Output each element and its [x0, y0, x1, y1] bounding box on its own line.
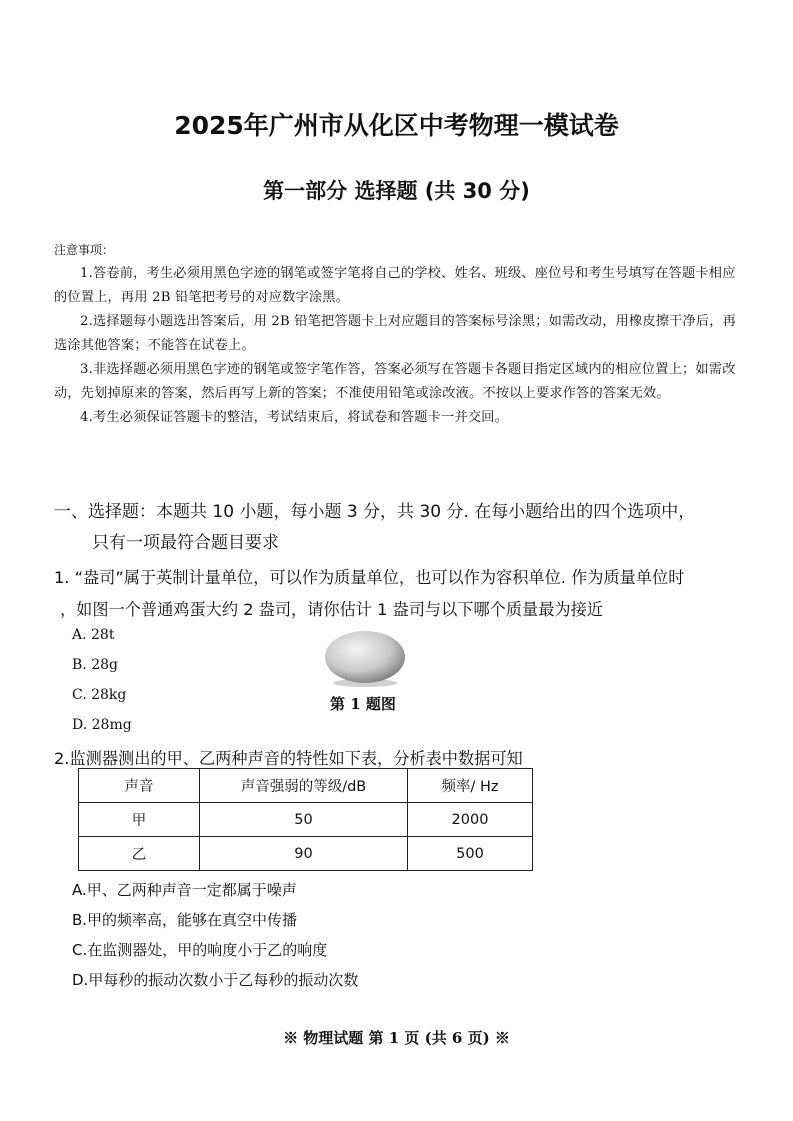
sound-data-table	[78, 768, 533, 871]
table-cell: 500	[408, 837, 533, 871]
page-footer: ※ 物理试题 第 1 页 (共 6 页) ※	[283, 1029, 510, 1047]
table-cell: 乙	[79, 837, 200, 871]
q1-option-c: C. 28kg	[72, 687, 127, 703]
table-header-row	[79, 769, 533, 803]
notice-list	[54, 262, 744, 430]
table-header-cell: 声音强弱的等级/dB	[200, 769, 408, 803]
table-cell: 2000	[408, 803, 533, 837]
q2-option-c: C.在监测器处，甲的响度小于乙的响度	[72, 941, 328, 959]
notice-item-1: 1.答卷前，考生必须用黑色字迹的钢笔或签字笔将自己的学校、姓名、班级、座位号和考生号填写在答题卡相应的位置上，再用 2B 铅笔把考号的对应数字涂黑。	[54, 266, 736, 305]
table-row	[79, 837, 533, 871]
q1-stem-line2: ，如图一个普通鸡蛋大约 2 盎司，请你估计 1 盎司与以下哪个质量最为接近	[60, 600, 603, 619]
q1-option-a: A. 28t	[72, 627, 115, 643]
table-cell: 50	[200, 803, 408, 837]
q2-option-d: D.甲每秒的振动次数小于乙每秒的振动次数	[72, 971, 359, 989]
section-heading-line1: 一、选择题：本题共 10 小题，每小题 3 分，共 30 分. 在每小题给出的四个选项中，	[54, 502, 696, 522]
notice-heading: 注意事项：	[54, 243, 115, 257]
q1-option-b: B. 28g	[72, 657, 118, 673]
q2-stem: 2.监测器测出的甲、乙两种声音的特性如下表，分析表中数据可知	[54, 749, 523, 768]
table-header-cell: 频率/ Hz	[408, 769, 533, 803]
notice-item-4: 4.考生必须保证答题卡的整洁，考试结束后，将试卷和答题卡一并交回。	[80, 410, 508, 425]
q1-option-d: D. 28mg	[72, 717, 132, 733]
egg-figure	[322, 628, 408, 688]
egg-icon	[322, 628, 408, 688]
table-cell: 90	[200, 837, 408, 871]
part-subtitle: 第一部分 选择题 (共 30 分)	[263, 179, 530, 203]
table-cell: 甲	[79, 803, 200, 837]
table-row	[79, 803, 533, 837]
q1-stem-line1: 1. “盎司”属于英制计量单位，可以作为质量单位，也可以作为容积单位. 作为质量单位时	[54, 568, 685, 587]
q2-option-b: B.甲的频率高，能够在真空中传播	[72, 911, 298, 929]
figure-caption: 第 1 题图	[330, 695, 396, 713]
section-heading-line2: 只有一项最符合题目要求	[92, 533, 279, 553]
table-header-cell: 声音	[79, 769, 200, 803]
notice-item-3: 3.非选择题必须用黑色字迹的钢笔或签字笔作答，答案必须写在答题卡各题目指定区域内的相应位置上；如需改动，先划掉原来的答案，然后再写上新的答案；不准使用铅笔或涂改液。不按以上要求作答的答案无效。	[54, 362, 736, 401]
notice-item-2: 2.选择题每小题选出答案后，用 2B 铅笔把答题卡上对应题目的答案标号涂黑；如需改动，用橡皮擦干净后，再选涂其他答案；不能答在试卷上。	[54, 314, 737, 353]
q2-option-a: A.甲、乙两种声音一定都属于噪声	[72, 881, 297, 899]
exam-title: 2025年广州市从化区中考物理一模试卷	[174, 111, 619, 140]
